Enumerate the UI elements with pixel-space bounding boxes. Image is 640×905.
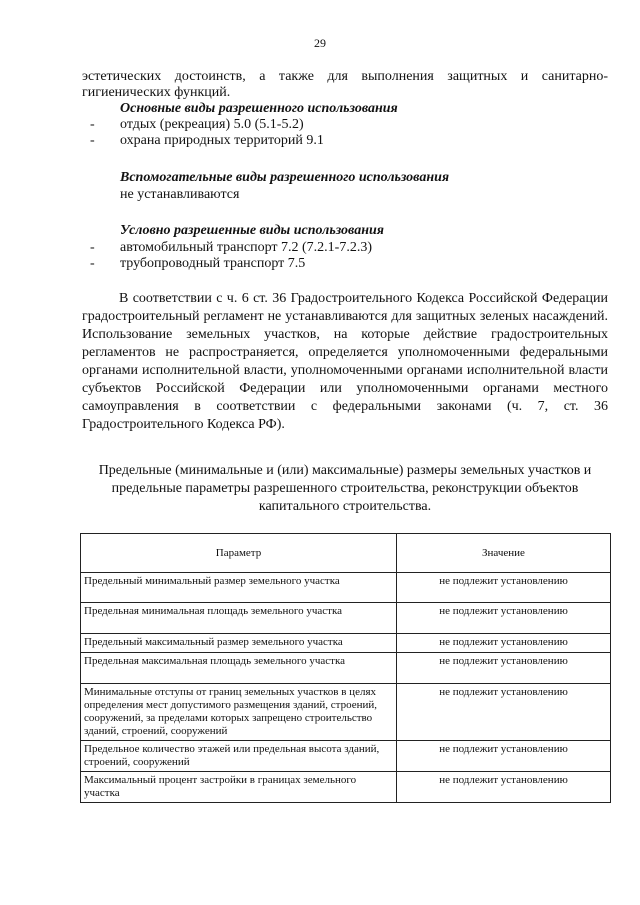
table-row bbox=[81, 603, 611, 634]
lead-text: эстетических достоинств, а также для выполнения защитных и санитарно-гигиенических функций. bbox=[82, 69, 608, 100]
main-uses-list bbox=[90, 117, 324, 149]
page-number: 29 bbox=[314, 36, 326, 50]
legal-paragraph: В соответствии с ч. 6 ст. 36 Градостроительного Кодекса Российской Федерации градостроительный регламент не устанавливаются для защитных зеленых насаждений. Использование земельных участков, на которые действие градостроительных регламентов не распространяется, определяется уполномоченными федеральными органами исполнительной власти, уполномоченными органами исполнительной власти субъектов Российской Федерации или уполномоченными органами местного самоуправления в соответствии с федеральными законами (ч. 7, ст. 36 Градостроительного Кодекса РФ). bbox=[82, 291, 608, 432]
table-row bbox=[81, 772, 611, 803]
value-cell: не подлежит установлению bbox=[397, 772, 611, 803]
value-cell: не подлежит установлению bbox=[397, 653, 611, 684]
auxiliary-uses-text: не устанавливаются bbox=[120, 187, 240, 202]
parameter-cell: Предельный минимальный размер земельного участка bbox=[81, 573, 397, 603]
table-row bbox=[81, 634, 611, 653]
table-header-row bbox=[81, 534, 611, 573]
list-item bbox=[90, 240, 372, 256]
table-caption: Предельные (минимальные и (или) максимальные) размеры земельных участков и предельные параметры разрешенного строительства, реконструкции объектов капитального строительства. bbox=[98, 463, 592, 514]
list-item-text: охрана природных территорий 9.1 bbox=[120, 133, 324, 148]
value-cell: не подлежит установлению bbox=[397, 603, 611, 634]
list-item bbox=[90, 256, 372, 272]
parameters-table bbox=[80, 533, 611, 803]
main-uses-heading: Основные виды разрешенного использования bbox=[120, 101, 398, 116]
parameter-cell: Максимальный процент застройки в границах земельного участка bbox=[81, 772, 397, 803]
dash-marker: - bbox=[90, 117, 95, 132]
dash-marker: - bbox=[90, 240, 95, 255]
conditional-uses-list bbox=[90, 240, 372, 272]
list-item bbox=[90, 117, 324, 133]
list-item bbox=[90, 133, 324, 149]
value-cell: не подлежит установлению bbox=[397, 684, 611, 741]
table-row bbox=[81, 741, 611, 772]
parameter-cell: Предельная минимальная площадь земельного участка bbox=[81, 603, 397, 634]
dash-marker: - bbox=[90, 133, 95, 148]
parameter-cell: Предельный максимальный размер земельного участка bbox=[81, 634, 397, 653]
value-cell: не подлежит установлению bbox=[397, 573, 611, 603]
dash-marker: - bbox=[90, 256, 95, 271]
auxiliary-uses-heading: Вспомогательные виды разрешенного использования bbox=[120, 170, 450, 185]
table-row bbox=[81, 684, 611, 741]
header-parameter: Параметр bbox=[81, 534, 397, 573]
list-item-text: автомобильный транспорт 7.2 (7.2.1-7.2.3) bbox=[120, 240, 372, 255]
value-cell: не подлежит установлению bbox=[397, 634, 611, 653]
table-row bbox=[81, 573, 611, 603]
table-row bbox=[81, 653, 611, 684]
conditional-uses-heading: Условно разрешенные виды использования bbox=[120, 223, 384, 238]
parameter-cell: Минимальные отступы от границ земельных участков в целях определения мест допустимого размещения зданий, строений, сооружений, за пределами которых запрещено строительство зданий, строений, сооружений bbox=[81, 684, 397, 741]
header-value: Значение bbox=[397, 534, 611, 573]
list-item-text: отдых (рекреация) 5.0 (5.1-5.2) bbox=[120, 117, 304, 132]
list-item-text: трубопроводный транспорт 7.5 bbox=[120, 256, 306, 271]
parameter-cell: Предельное количество этажей или предельная высота зданий, строений, сооружений bbox=[81, 741, 397, 772]
value-cell: не подлежит установлению bbox=[397, 741, 611, 772]
parameter-cell: Предельная максимальная площадь земельного участка bbox=[81, 653, 397, 684]
